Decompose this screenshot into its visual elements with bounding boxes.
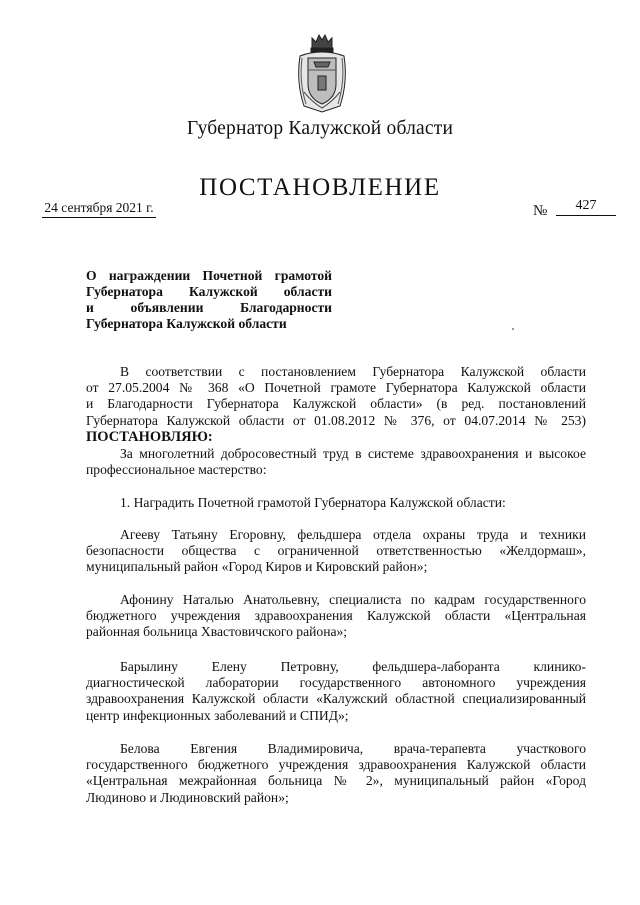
awardee-line: районная больница Хвастовичского района»; — [86, 624, 348, 640]
preamble-line: от 27.05.2004 № 368 «О Почетной грамоте Губернатора Калужской области — [86, 380, 586, 396]
issuing-authority: Губернатор Калужской области — [186, 118, 454, 139]
reason-line: За многолетний добросовестный труд в системе здравоохранения и высокое — [120, 446, 586, 461]
subject-line: Губернатора Калужской области — [86, 316, 287, 331]
awardee-line: Афонину Наталью Анатольевну, специалиста по кадрам государственного — [120, 592, 586, 607]
kaluga-coat-of-arms-icon — [294, 32, 350, 114]
awardee-line: Белова Евгения Владимировича, врача-терапевта участкового — [120, 741, 586, 756]
awardee-line: центр инфекционных заболеваний и СПИД»; — [86, 707, 349, 723]
document-type-title: ПОСТАНОВЛЕНИЕ — [199, 174, 441, 201]
item-1-text: 1. Наградить Почетной грамотой Губернатора Калужской области: — [120, 495, 506, 510]
awardee-line: диагностической лаборатории государственного автономного учреждения — [86, 675, 586, 691]
awardee-line: Агееву Татьяну Егоровну, фельдшера отдела охраны труда и техники — [120, 527, 586, 542]
item-1-heading — [86, 495, 620, 511]
awardee-line: Барылину Елену Петровну, фельдшера-лаборанта клинико- — [120, 659, 586, 674]
awardee-line: безопасности общества с ограниченной ответственностью «Желдормаш», — [86, 543, 586, 559]
preamble-paragraph — [86, 364, 586, 429]
subject-line: Губернатора Калужской области — [86, 284, 332, 299]
reason-paragraph — [86, 446, 586, 478]
awardee-entry — [86, 527, 586, 576]
awardee-entry — [86, 741, 586, 806]
preamble-line: и Благодарности Губернатора Калужской области» (в ред. постановлений — [86, 396, 586, 412]
preamble-line: В соответствии с постановлением Губернатора Калужской области — [120, 364, 586, 379]
awardee-line: Людиново и Людиновский район»; — [86, 789, 289, 805]
subject-line: О награждении Почетной грамотой — [86, 268, 332, 283]
awardee-line: муниципальный район «Город Киров и Кировский район»; — [86, 559, 428, 575]
preamble-line: Губернатора Калужской области от 01.08.2012 № 376, от 04.07.2014 № 253) — [86, 412, 586, 428]
awardee-entry — [86, 659, 586, 724]
subject-line: и объявлении Благодарности — [86, 300, 332, 315]
awardee-entry — [86, 592, 586, 641]
awardee-line: государственного бюджетного учреждения здравоохранения Калужской области — [86, 757, 586, 773]
awardee-line: «Центральная межрайонная больница № 2», муниципальный район «Город — [86, 773, 586, 789]
document-subject — [86, 268, 332, 332]
awardee-line: бюджетного учреждения здравоохранения Калужской области «Центральная — [86, 608, 586, 624]
awardee-line: здравоохранения Калужской области «Калужский областной специализированный — [86, 691, 586, 707]
document-date: 24 сентября 2021 г. — [42, 200, 156, 218]
decree-word: ПОСТАНОВЛЯЮ: — [86, 429, 213, 445]
reason-line: профессиональное мастерство: — [86, 462, 267, 478]
document-number-label: № — [533, 203, 548, 219]
scan-speck — [512, 328, 514, 330]
document-number: 427 — [556, 198, 616, 216]
